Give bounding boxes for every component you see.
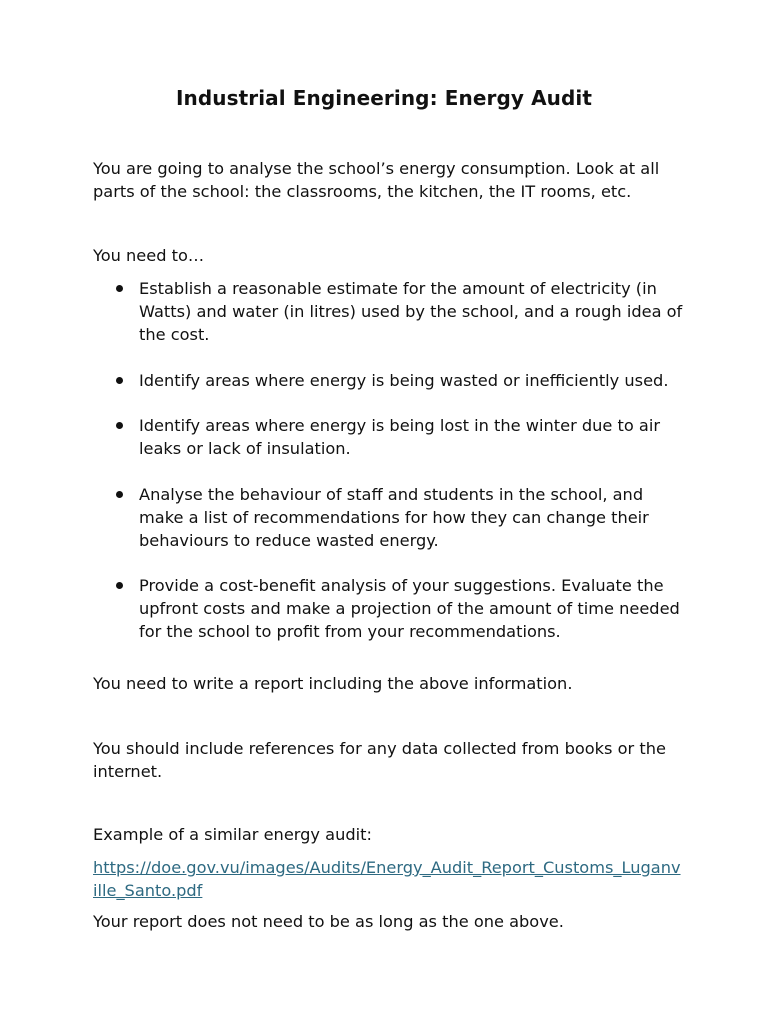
bullet-icon (116, 582, 123, 589)
example-label: Example of a similar energy audit: (93, 825, 372, 844)
list-item (93, 483, 683, 552)
intro-paragraph: You are going to analyse the school’s energy consumption. Look at all parts of the school: the classrooms, the kitchen, the IT rooms, etc. (93, 159, 660, 201)
bullet-icon (116, 491, 123, 498)
list-item (93, 369, 683, 392)
final-note: Your report does not need to be as long as the one above. (93, 912, 564, 931)
list-item-text: Identify areas where energy is being wasted or inefficiently used. (139, 370, 669, 390)
page-title: Industrial Engineering: Energy Audit (175, 86, 593, 110)
list-item-text: Identify areas where energy is being lost in the winter due to air leaks or lack of insulation. (139, 416, 660, 458)
bullet-icon (116, 377, 123, 384)
list-item-text: Analyse the behaviour of staff and students in the school, and make a list of recommendations for how they can change their behaviours to reduce wasted energy. (139, 484, 649, 550)
bullet-icon (116, 422, 123, 429)
list-item-text: Establish a reasonable estimate for the amount of electricity (in Watts) and water (in litres) used by the school, and a rough idea of the cost. (139, 279, 683, 344)
list-item (93, 574, 683, 643)
references-paragraph: You should include references for any data collected from books or the internet. (93, 739, 666, 781)
list-item-text: Provide a cost-benefit analysis of your suggestions. Evaluate the upfront costs and make a projection of the amount of time needed for the school to profit from your recommendations. (139, 576, 680, 641)
need-heading: You need to… (93, 246, 205, 265)
task-list (93, 277, 683, 666)
report-paragraph: You need to write a report including the above information. (93, 674, 573, 693)
example-audit-link[interactable]: https://doe.gov.vu/images/Audits/Energy_Audit_Report_Customs_Luganville_Santo.pdf (93, 858, 681, 900)
bullet-icon (116, 285, 123, 292)
list-item (93, 414, 683, 460)
list-item (93, 277, 683, 346)
